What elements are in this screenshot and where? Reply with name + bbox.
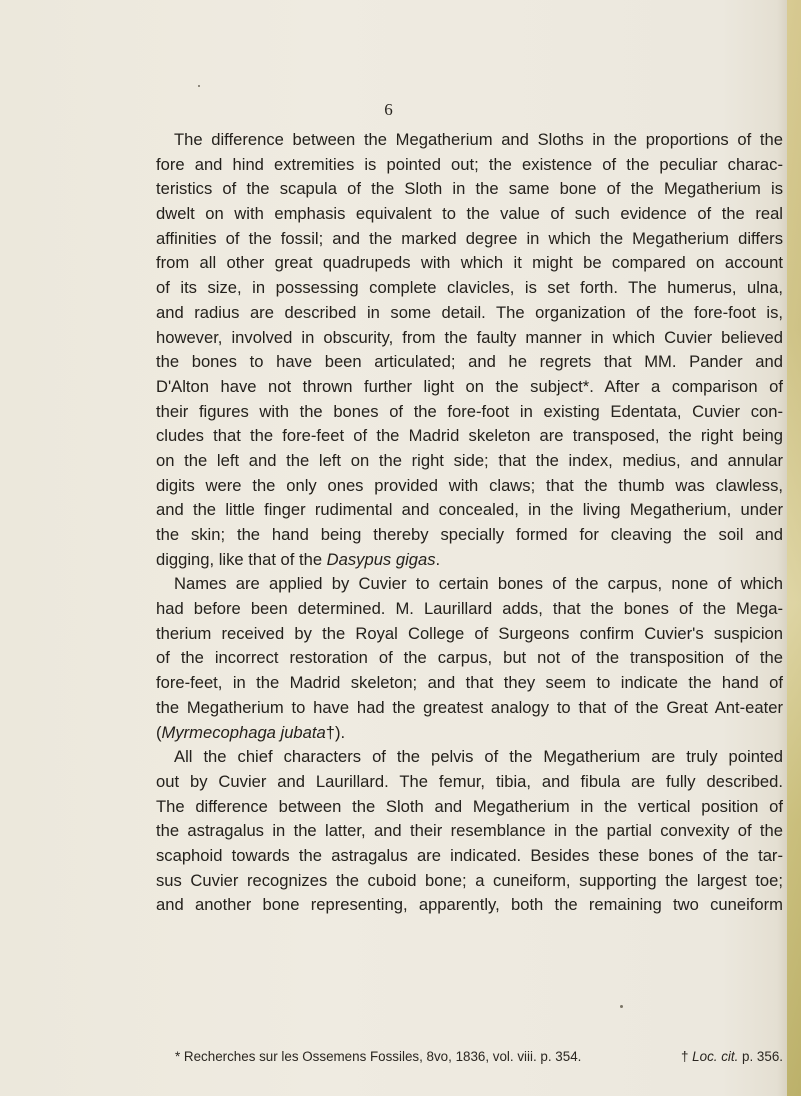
text-line [156,276,783,301]
line-text: Names are applied by Cuvier to certain bones of the carpus, none of which [174,574,783,594]
line-text: out by Cuvier and Laurillard. The femur, tibia, and fibula are fully described. [156,771,783,791]
line-text: ( [156,722,162,742]
text-line [156,177,783,202]
line-text: their figures with the bones of the fore-foot in existing Edentata, Cuvier con- [156,401,783,421]
line-text: and the little finger rudimental and concealed, in the living Megatherium, under [156,500,783,520]
text-line [156,893,783,918]
line-text: sus Cuvier recognizes the cuboid bone; a cuneiform, supporting the largest toe; [156,870,783,890]
line-text: dwelt on with emphasis equivalent to the value of such evidence of the real [156,204,783,224]
text-line [156,844,783,869]
text-line [156,869,783,894]
text-line [156,597,783,622]
line-text: the skin; the hand being thereby specially formed for cleaving the soil and [156,525,783,544]
line-text: teristics of the scapula of the Sloth in the same bone of the Megatherium is [156,179,783,199]
line-text: The difference between the Megatherium and Sloths in the proportions of the [174,130,783,149]
line-text: the bones to have been articulated; and he regrets that MM. Pander and [156,352,783,372]
line-text: of its size, in possessing complete clavicles, is set forth. The humerus, ulna, [156,278,783,298]
line-text: D'Alton have not thrown further light on the subject*. After a comparison of [156,376,783,396]
text-line [156,572,783,597]
text-line [156,795,783,820]
text-line [156,350,783,375]
text-line [156,498,783,523]
line-text: fore and hind extremities is pointed out; the existence of the peculiar charac- [156,154,783,174]
text-line [156,745,783,770]
text-line [156,721,783,746]
dagger-mark: † [681,1049,693,1064]
text-line [156,449,783,474]
text-line [156,375,783,400]
text-line [156,696,783,721]
line-text-after: . [435,549,441,569]
line-text: and radius are described in some detail. The organization of the fore-foot is, [156,302,783,322]
text-line [156,227,783,252]
text-line [156,819,783,844]
text-line [156,523,783,548]
text-line [156,153,783,178]
footnote-1: * Recherches sur les Ossemens Fossiles, 8vo, 1836, vol. viii. p. 354. [175,1049,582,1064]
text-line [156,646,783,671]
speck [198,85,200,87]
line-text: affinities of the fossil; and the marked degree in which the Megatherium differs [156,228,783,248]
italic-text: Myrmecophaga jubata [161,722,326,742]
line-text: had before been determined. M. Laurillard adds, that the bones of the Mega- [156,599,783,619]
text-line [156,671,783,696]
speck [620,1005,623,1008]
text-line [156,128,783,153]
line-text: digging, like that of the [156,549,327,569]
text-line [156,622,783,647]
line-text: scaphoid towards the astragalus are indicated. Besides these bones of the tar- [156,845,783,865]
line-text: therium received by the Royal College of Surgeons confirm Cuvier's suspicion [156,623,783,643]
text-line [156,770,783,795]
footnotes [175,1049,783,1064]
text-line [156,548,783,573]
page-number: 6 [384,100,393,119]
line-text: from all other great quadrupeds with which it might be compared on account [156,253,783,273]
text-line [156,326,783,351]
line-text: digits were the only ones provided with claws; that the thumb was clawless, [156,475,783,495]
line-text: however, involved in obscurity, from the faulty manner in which Cuvier believed [156,327,783,347]
line-text: of the incorrect restoration of the carpus, but not of the transposition of the [156,648,783,668]
line-text: the astragalus in the latter, and their resemblance in the partial convexity of the [156,821,783,841]
page-edge [787,0,801,1096]
line-text-after: †). [325,722,346,742]
footnote-2-italic: Loc. cit. [692,1049,739,1064]
text-line [156,474,783,499]
line-text: cludes that the fore-feet of the Madrid skeleton are transposed, the right being [156,426,783,446]
italic-text: Dasypus gigas [326,549,436,569]
footnote-2-suffix: p. 356. [738,1049,783,1064]
line-text: All the chief characters of the pelvis of the Megatherium are truly pointed [174,747,783,767]
line-text: fore-feet, in the Madrid skeleton; and that they seem to indicate the hand of [156,673,783,693]
line-text: on the left and the left on the right side; that the index, medius, and annular [156,450,783,470]
text-line [156,202,783,227]
text-line [156,251,783,276]
line-text: the Megatherium to have had the greatest analogy to that of the Great Ant-eater [156,697,783,717]
body-text [156,128,783,918]
line-text: The difference between the Sloth and Megatherium in the vertical position of [156,796,783,816]
text-line [156,400,783,425]
footnote-2 [681,1049,783,1064]
line-text: and another bone representing, apparently, both the remaining two cuneiform [156,895,783,915]
text-line [156,301,783,326]
text-line [156,424,783,449]
